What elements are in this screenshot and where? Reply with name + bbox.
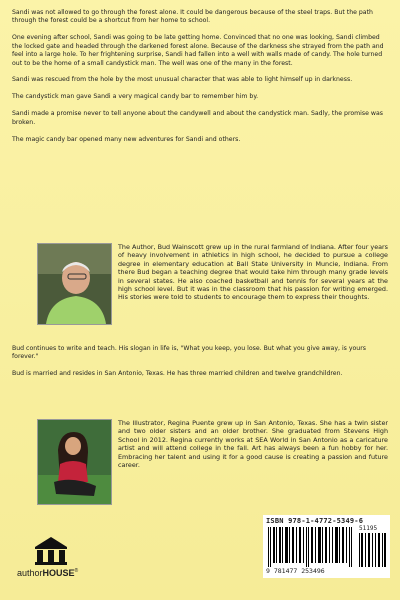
barcode-addon-number: 51195 <box>359 525 378 532</box>
author-paragraph-3: Bud is married and resides in San Antonio, Texas. He has three married children and twelve grandchildren. <box>12 370 343 378</box>
illustrator-bio: The Illustrator, Regina Puente grew up in San Antonio, Texas. She has a twin sister and two older sisters and an older brother. She graduated from Stevens High School in 2012. Regina currently works at SEA World in San Antonio as a caricature artist and will attend college in the fall. Art has always been a fun hobby for her. Embracing her talent and using it for a good cause is creating a passion and future career. <box>118 419 388 470</box>
authorhouse-building-icon <box>31 535 71 565</box>
author-bio: The Author, Bud Wainscott grew up in the rural farmland of Indiana. After four years of heavy involvement in athletics in high school, he decided to pursue a college degree in elementary education at Ball State University in Muncie, Indiana. From there Bud began a teaching degree that would take him through many grade levels in several states. He also coached basketball and tennis for several years at the high school level. But it was in the classroom that his passion for writing emerged. His stories were told to students to encourage them to express their thoughts. <box>118 243 388 302</box>
story-summary <box>12 9 388 152</box>
story-paragraph-1: Sandi was not allowed to go through the forest alone. It could be dangerous because of the steel traps. But the path through the forest could be a shortcut from her home to school. <box>12 9 373 25</box>
barcode-digits: 9 781477 253496 <box>266 567 325 575</box>
illustrator-photo <box>37 419 112 505</box>
author-extra <box>12 345 388 387</box>
barcode-addon-bars <box>359 533 387 567</box>
story-paragraph-6: The magic candy bar opened many new adventures for Sandi and others. <box>12 135 241 143</box>
story-paragraph-4: The candystick man gave Sandi a very magical candy bar to remember him by. <box>12 93 259 101</box>
barcode <box>263 515 390 578</box>
barcode-bars <box>266 527 356 567</box>
author-bio-lead <box>118 243 388 302</box>
author-photo <box>37 243 112 325</box>
story-paragraph-3: Sandi was rescued from the hole by the most unusual character that was able to light himself up in darkness. <box>12 76 353 84</box>
story-paragraph-5: Sandi made a promise never to tell anyone about the candywell and about the candystick man. Sadly, the promise was broken. <box>12 110 383 126</box>
publisher-logo <box>17 535 87 585</box>
story-paragraph-2: One evening after school, Sandi was going to be late getting home. Convinced that no one was looking, Sandi climbed the locked gate and headed through the darkened forest alone. Because of the darkness she strayed from the path and feel into a large hole. To her frightening surprise, Sandi had fallen into a well with walls made of candy. The hole turned out to be the home of a small candystick man. The well was one of the many in the forest. <box>12 34 384 67</box>
illustrator-bio-block <box>118 419 388 469</box>
publisher-name: authorHOUSE® <box>17 568 79 578</box>
author-paragraph-2: Bud continues to write and teach. His slogan in life is, "What you keep, you lose. But what you give away, is yours forever." <box>12 345 366 361</box>
isbn-label: ISBN 978-1-4772-5349-6 <box>266 517 364 525</box>
